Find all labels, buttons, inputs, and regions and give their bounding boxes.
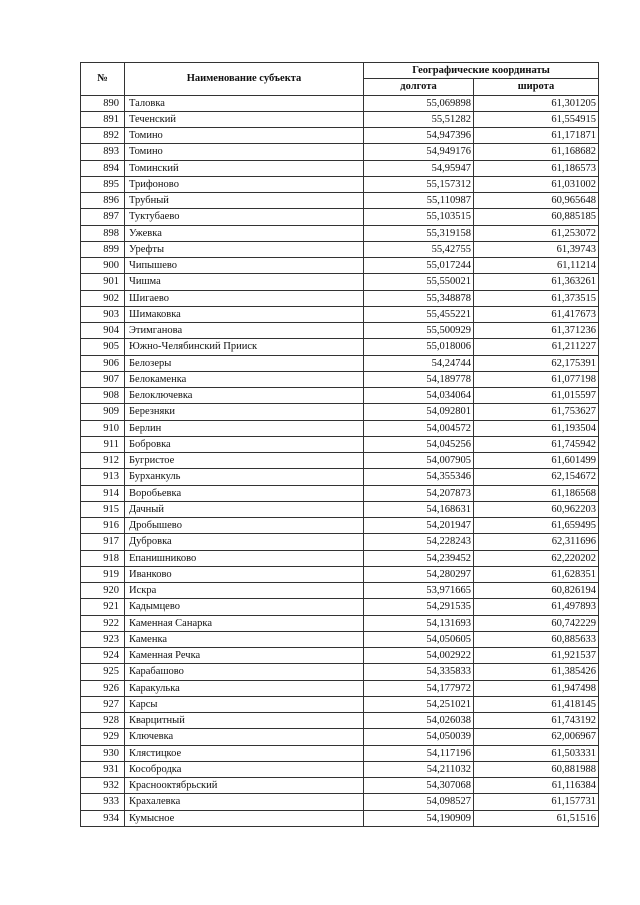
row-number: 904 bbox=[81, 323, 125, 339]
subject-name: Краснооктябрьский bbox=[125, 778, 364, 794]
subject-name: Епанишниково bbox=[125, 550, 364, 566]
header-longitude: долгота bbox=[364, 79, 474, 95]
table-row bbox=[81, 225, 599, 241]
row-number: 934 bbox=[81, 810, 125, 826]
table-row bbox=[81, 745, 599, 761]
table-row bbox=[81, 713, 599, 729]
latitude: 62,311696 bbox=[474, 534, 599, 550]
row-number: 930 bbox=[81, 745, 125, 761]
header-number: № bbox=[81, 63, 125, 96]
table-row bbox=[81, 534, 599, 550]
row-number: 903 bbox=[81, 306, 125, 322]
latitude: 61,554915 bbox=[474, 111, 599, 127]
longitude: 54,050605 bbox=[364, 631, 474, 647]
subject-name: Каракулька bbox=[125, 680, 364, 696]
table-row bbox=[81, 339, 599, 355]
latitude: 60,826194 bbox=[474, 583, 599, 599]
latitude: 61,363261 bbox=[474, 274, 599, 290]
subject-name: Кадымцево bbox=[125, 599, 364, 615]
subject-name: Клястицкое bbox=[125, 745, 364, 761]
table-row bbox=[81, 371, 599, 387]
table-row bbox=[81, 111, 599, 127]
table-row bbox=[81, 436, 599, 452]
longitude: 54,211032 bbox=[364, 761, 474, 777]
latitude: 60,885185 bbox=[474, 209, 599, 225]
table-row bbox=[81, 566, 599, 582]
table-row bbox=[81, 176, 599, 192]
subject-name: Южно-Челябинский Прииск bbox=[125, 339, 364, 355]
row-number: 899 bbox=[81, 241, 125, 257]
table-row bbox=[81, 144, 599, 160]
subject-name: Каменная Санарка bbox=[125, 615, 364, 631]
longitude: 54,335833 bbox=[364, 664, 474, 680]
row-number: 924 bbox=[81, 648, 125, 664]
table-row bbox=[81, 258, 599, 274]
longitude: 54,947396 bbox=[364, 128, 474, 144]
table-row bbox=[81, 696, 599, 712]
subject-name: Березняки bbox=[125, 404, 364, 420]
table-row bbox=[81, 648, 599, 664]
longitude: 55,455221 bbox=[364, 306, 474, 322]
longitude: 54,002922 bbox=[364, 648, 474, 664]
subject-name: Крахалевка bbox=[125, 794, 364, 810]
longitude: 55,110987 bbox=[364, 193, 474, 209]
subject-name: Чипышево bbox=[125, 258, 364, 274]
latitude: 61,193504 bbox=[474, 420, 599, 436]
longitude: 54,207873 bbox=[364, 485, 474, 501]
subject-name: Белокаменка bbox=[125, 371, 364, 387]
table-row bbox=[81, 241, 599, 257]
subject-name: Урефты bbox=[125, 241, 364, 257]
coordinates-table bbox=[80, 62, 599, 827]
table-row bbox=[81, 323, 599, 339]
latitude: 61,745942 bbox=[474, 436, 599, 452]
row-number: 931 bbox=[81, 761, 125, 777]
table-row bbox=[81, 778, 599, 794]
latitude: 61,301205 bbox=[474, 95, 599, 111]
longitude: 55,500929 bbox=[364, 323, 474, 339]
longitude: 54,092801 bbox=[364, 404, 474, 420]
latitude: 61,753627 bbox=[474, 404, 599, 420]
latitude: 61,031002 bbox=[474, 176, 599, 192]
longitude: 55,103515 bbox=[364, 209, 474, 225]
longitude: 54,177972 bbox=[364, 680, 474, 696]
header-name: Наименование субъекта bbox=[125, 63, 364, 96]
row-number: 905 bbox=[81, 339, 125, 355]
longitude: 53,971665 bbox=[364, 583, 474, 599]
longitude: 54,251021 bbox=[364, 696, 474, 712]
row-number: 896 bbox=[81, 193, 125, 209]
subject-name: Томино bbox=[125, 128, 364, 144]
longitude: 54,228243 bbox=[364, 534, 474, 550]
table-row bbox=[81, 469, 599, 485]
table-row bbox=[81, 160, 599, 176]
row-number: 914 bbox=[81, 485, 125, 501]
subject-name: Этимганова bbox=[125, 323, 364, 339]
latitude: 61,371236 bbox=[474, 323, 599, 339]
latitude: 62,006967 bbox=[474, 729, 599, 745]
table-row bbox=[81, 680, 599, 696]
table-row bbox=[81, 420, 599, 436]
row-number: 927 bbox=[81, 696, 125, 712]
subject-name: Воробьевка bbox=[125, 485, 364, 501]
row-number: 902 bbox=[81, 290, 125, 306]
row-number: 917 bbox=[81, 534, 125, 550]
latitude: 61,503331 bbox=[474, 745, 599, 761]
table-row bbox=[81, 518, 599, 534]
subject-name: Ужевка bbox=[125, 225, 364, 241]
longitude: 54,117196 bbox=[364, 745, 474, 761]
subject-name: Карсы bbox=[125, 696, 364, 712]
table-row bbox=[81, 404, 599, 420]
subject-name: Каменная Речка bbox=[125, 648, 364, 664]
longitude: 55,51282 bbox=[364, 111, 474, 127]
subject-name: Теченский bbox=[125, 111, 364, 127]
table-row bbox=[81, 761, 599, 777]
subject-name: Томино bbox=[125, 144, 364, 160]
latitude: 61,659495 bbox=[474, 518, 599, 534]
latitude: 62,220202 bbox=[474, 550, 599, 566]
latitude: 61,077198 bbox=[474, 371, 599, 387]
longitude: 54,949176 bbox=[364, 144, 474, 160]
latitude: 61,921537 bbox=[474, 648, 599, 664]
row-number: 893 bbox=[81, 144, 125, 160]
longitude: 54,007905 bbox=[364, 453, 474, 469]
longitude: 54,034064 bbox=[364, 388, 474, 404]
table-row bbox=[81, 501, 599, 517]
latitude: 61,373515 bbox=[474, 290, 599, 306]
subject-name: Томинский bbox=[125, 160, 364, 176]
row-number: 906 bbox=[81, 355, 125, 371]
longitude: 54,239452 bbox=[364, 550, 474, 566]
subject-name: Бугристое bbox=[125, 453, 364, 469]
latitude: 61,743192 bbox=[474, 713, 599, 729]
latitude: 61,186568 bbox=[474, 485, 599, 501]
subject-name: Шимаковка bbox=[125, 306, 364, 322]
table-row bbox=[81, 388, 599, 404]
row-number: 897 bbox=[81, 209, 125, 225]
table-row bbox=[81, 193, 599, 209]
row-number: 923 bbox=[81, 631, 125, 647]
table-row bbox=[81, 615, 599, 631]
row-number: 922 bbox=[81, 615, 125, 631]
subject-name: Бурханкуль bbox=[125, 469, 364, 485]
subject-name: Дробышево bbox=[125, 518, 364, 534]
subject-name: Белозеры bbox=[125, 355, 364, 371]
row-number: 908 bbox=[81, 388, 125, 404]
row-number: 892 bbox=[81, 128, 125, 144]
subject-name: Берлин bbox=[125, 420, 364, 436]
subject-name: Кособродка bbox=[125, 761, 364, 777]
row-number: 918 bbox=[81, 550, 125, 566]
longitude: 54,168631 bbox=[364, 501, 474, 517]
latitude: 61,11214 bbox=[474, 258, 599, 274]
latitude: 61,39743 bbox=[474, 241, 599, 257]
longitude: 54,189778 bbox=[364, 371, 474, 387]
table-row bbox=[81, 599, 599, 615]
row-number: 932 bbox=[81, 778, 125, 794]
table-row bbox=[81, 355, 599, 371]
longitude: 55,017244 bbox=[364, 258, 474, 274]
row-number: 928 bbox=[81, 713, 125, 729]
longitude: 54,291535 bbox=[364, 599, 474, 615]
longitude: 54,026038 bbox=[364, 713, 474, 729]
subject-name: Кварцитный bbox=[125, 713, 364, 729]
latitude: 61,51516 bbox=[474, 810, 599, 826]
table-row bbox=[81, 550, 599, 566]
latitude: 61,211227 bbox=[474, 339, 599, 355]
subject-name: Иванково bbox=[125, 566, 364, 582]
row-number: 895 bbox=[81, 176, 125, 192]
subject-name: Белоключевка bbox=[125, 388, 364, 404]
latitude: 61,168682 bbox=[474, 144, 599, 160]
row-number: 912 bbox=[81, 453, 125, 469]
subject-name: Искра bbox=[125, 583, 364, 599]
table-row bbox=[81, 631, 599, 647]
table-row bbox=[81, 128, 599, 144]
longitude: 55,157312 bbox=[364, 176, 474, 192]
table-body bbox=[81, 95, 599, 826]
row-number: 890 bbox=[81, 95, 125, 111]
row-number: 910 bbox=[81, 420, 125, 436]
latitude: 62,175391 bbox=[474, 355, 599, 371]
longitude: 54,24744 bbox=[364, 355, 474, 371]
subject-name: Туктубаево bbox=[125, 209, 364, 225]
row-number: 898 bbox=[81, 225, 125, 241]
longitude: 54,190909 bbox=[364, 810, 474, 826]
subject-name: Шигаево bbox=[125, 290, 364, 306]
latitude: 61,186573 bbox=[474, 160, 599, 176]
latitude: 61,385426 bbox=[474, 664, 599, 680]
latitude: 61,601499 bbox=[474, 453, 599, 469]
longitude: 54,131693 bbox=[364, 615, 474, 631]
subject-name: Таловка bbox=[125, 95, 364, 111]
row-number: 901 bbox=[81, 274, 125, 290]
row-number: 900 bbox=[81, 258, 125, 274]
longitude: 54,098527 bbox=[364, 794, 474, 810]
latitude: 61,417673 bbox=[474, 306, 599, 322]
table-row bbox=[81, 306, 599, 322]
latitude: 60,881988 bbox=[474, 761, 599, 777]
table-row bbox=[81, 583, 599, 599]
subject-name: Трубный bbox=[125, 193, 364, 209]
subject-name: Кумысное bbox=[125, 810, 364, 826]
longitude: 55,018006 bbox=[364, 339, 474, 355]
latitude: 61,628351 bbox=[474, 566, 599, 582]
row-number: 920 bbox=[81, 583, 125, 599]
row-number: 891 bbox=[81, 111, 125, 127]
table-row bbox=[81, 95, 599, 111]
table-row bbox=[81, 664, 599, 680]
row-number: 929 bbox=[81, 729, 125, 745]
longitude: 54,307068 bbox=[364, 778, 474, 794]
subject-name: Дачный bbox=[125, 501, 364, 517]
table-row bbox=[81, 290, 599, 306]
subject-name: Дубровка bbox=[125, 534, 364, 550]
longitude: 54,004572 bbox=[364, 420, 474, 436]
longitude: 55,069898 bbox=[364, 95, 474, 111]
longitude: 55,42755 bbox=[364, 241, 474, 257]
row-number: 925 bbox=[81, 664, 125, 680]
row-number: 911 bbox=[81, 436, 125, 452]
table-row bbox=[81, 794, 599, 810]
longitude: 54,201947 bbox=[364, 518, 474, 534]
longitude: 54,95947 bbox=[364, 160, 474, 176]
longitude: 54,045256 bbox=[364, 436, 474, 452]
row-number: 933 bbox=[81, 794, 125, 810]
latitude: 61,253072 bbox=[474, 225, 599, 241]
table-row bbox=[81, 810, 599, 826]
row-number: 915 bbox=[81, 501, 125, 517]
table-row bbox=[81, 729, 599, 745]
latitude: 60,742229 bbox=[474, 615, 599, 631]
row-number: 909 bbox=[81, 404, 125, 420]
latitude: 61,497893 bbox=[474, 599, 599, 615]
longitude: 54,050039 bbox=[364, 729, 474, 745]
row-number: 926 bbox=[81, 680, 125, 696]
row-number: 907 bbox=[81, 371, 125, 387]
latitude: 62,154672 bbox=[474, 469, 599, 485]
subject-name: Бобровка bbox=[125, 436, 364, 452]
latitude: 60,962203 bbox=[474, 501, 599, 517]
latitude: 61,171871 bbox=[474, 128, 599, 144]
latitude: 61,157731 bbox=[474, 794, 599, 810]
latitude: 61,418145 bbox=[474, 696, 599, 712]
subject-name: Карабашово bbox=[125, 664, 364, 680]
header-latitude: широта bbox=[474, 79, 599, 95]
row-number: 919 bbox=[81, 566, 125, 582]
longitude: 55,319158 bbox=[364, 225, 474, 241]
subject-name: Чишма bbox=[125, 274, 364, 290]
subject-name: Каменка bbox=[125, 631, 364, 647]
latitude: 60,965648 bbox=[474, 193, 599, 209]
subject-name: Ключевка bbox=[125, 729, 364, 745]
longitude: 55,550021 bbox=[364, 274, 474, 290]
latitude: 60,885633 bbox=[474, 631, 599, 647]
latitude: 61,015597 bbox=[474, 388, 599, 404]
row-number: 894 bbox=[81, 160, 125, 176]
table-row bbox=[81, 485, 599, 501]
longitude: 54,355346 bbox=[364, 469, 474, 485]
row-number: 913 bbox=[81, 469, 125, 485]
subject-name: Трифоново bbox=[125, 176, 364, 192]
latitude: 61,116384 bbox=[474, 778, 599, 794]
longitude: 55,348878 bbox=[364, 290, 474, 306]
longitude: 54,280297 bbox=[364, 566, 474, 582]
header-coordinates: Географические координаты bbox=[364, 63, 599, 79]
row-number: 921 bbox=[81, 599, 125, 615]
table-row bbox=[81, 453, 599, 469]
latitude: 61,947498 bbox=[474, 680, 599, 696]
row-number: 916 bbox=[81, 518, 125, 534]
table-row bbox=[81, 209, 599, 225]
table-row bbox=[81, 274, 599, 290]
